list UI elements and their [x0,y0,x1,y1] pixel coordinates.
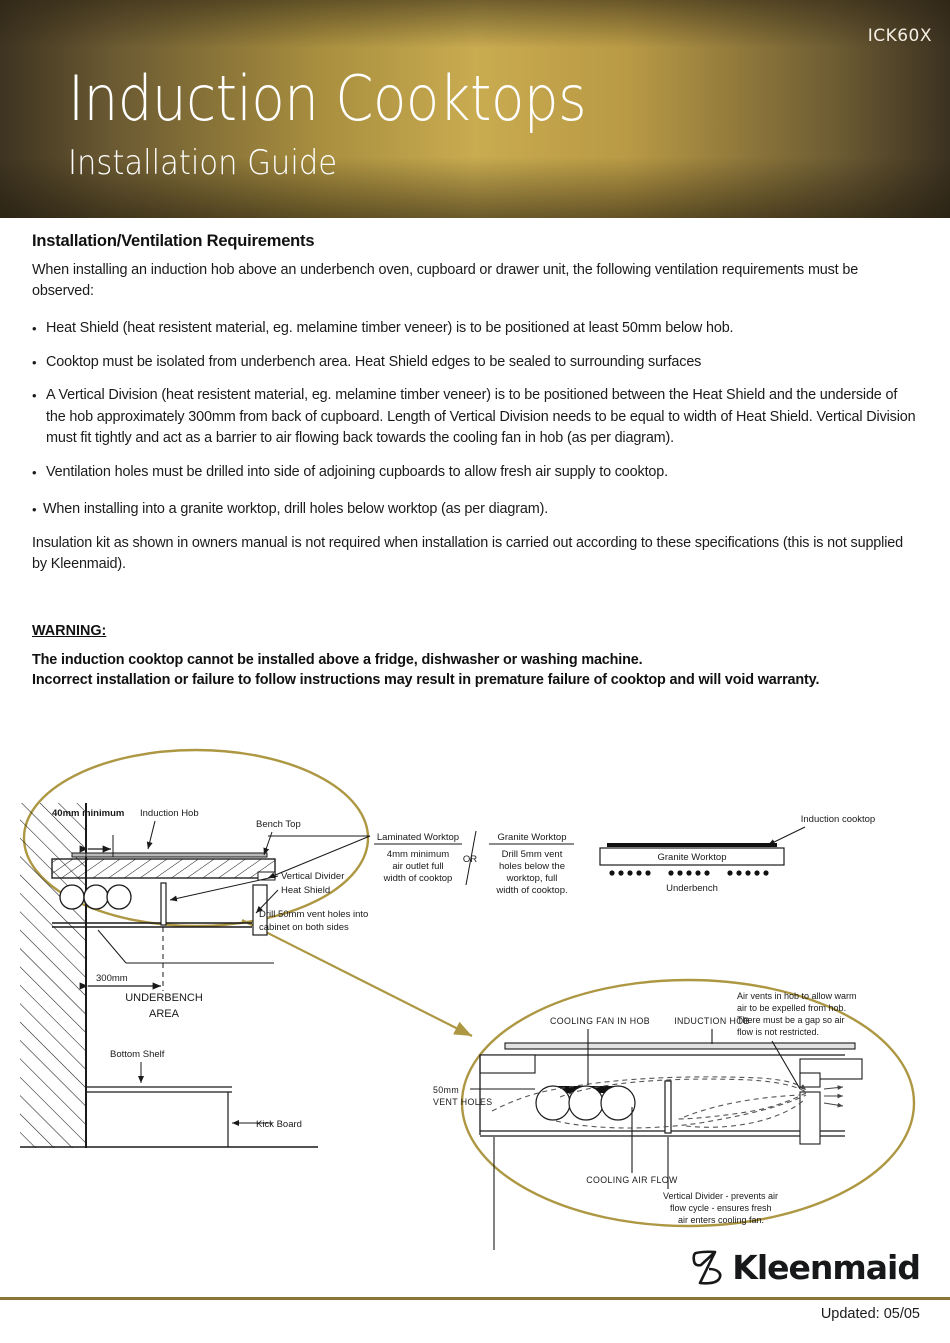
kleenmaid-mark-icon [691,1250,725,1286]
right-vent-lower-box [800,1092,820,1144]
leader-vent-seg-a [98,930,126,963]
hob-top-plate [505,1043,855,1049]
updated-date: Updated: 05/05 [820,1306,920,1322]
list-item: • Ventilation holes must be drilled into side of adjoining cupboards to allow fresh air supply to cooktop. [32,462,920,484]
document-body [32,232,920,690]
granite-line-3: worktop, full [506,873,558,884]
label-heat-shield: Heat Shield [281,885,331,896]
top-left-section-drawing [20,803,368,1148]
intro-paragraph: When installing an induction hob above an underbench oven, cupboard or drawer unit, the following ventilation requirements must be observed: [32,262,859,299]
label-vent-holes-line1: Drill 50mm vent holes into [259,909,369,920]
list-item: • Heat Shield (heat resistent material, eg. melamine timber veneer) is to be positioned at least 50mm below hob. [32,318,920,340]
footer-rule [0,1297,950,1300]
label-bench-top: Bench Top [256,819,301,830]
label-cooling-air-flow: COOLING AIR FLOW [586,1175,678,1185]
exhaust-arrows [824,1087,843,1106]
label-vent-holes-detail: VENT HOLES [433,1097,493,1107]
label-vertical-divider: Vertical Divider [281,871,345,882]
or-separator: OR [462,854,478,865]
cooling-fan-circle [84,885,108,909]
page-header [0,0,950,218]
label-air-vents-2: air to be expelled from hob. [737,1003,847,1013]
cooling-fan-circle [107,885,131,909]
warning-line-2: Incorrect installation or failure to follow instructions may result in premature failure of cooktop and will void warranty. [32,671,820,688]
granite-line-1: Drill 5mm vent [501,849,563,860]
label-50mm: 50mm [433,1085,460,1095]
cooktop-bar [607,843,777,847]
dim-40mm-label: 40mm minimum [52,808,125,819]
zoom-connector-line [242,920,472,1036]
label-air-vents-1: Air vents in hob to allow warm [737,991,857,1001]
list-item: • When installing into a granite worktop, drill holes below worktop (as per diagram). [32,499,920,521]
label-air-vents-3: There must be a gap so air [737,1015,845,1025]
label-underbench-area-line2: AREA [149,1008,179,1020]
laminated-line-3: width of cooktop [383,873,453,884]
cooling-fan-circle [60,885,84,909]
label-divider-note-2: flow cycle - ensures fresh [670,1203,772,1213]
granite-worktop-heading: Granite Worktop [497,832,567,843]
label-induction-cooktop: Induction cooktop [800,814,876,825]
leader-induction-hob [148,821,155,849]
right-vent-small-box [800,1073,820,1087]
label-granite-worktop: Granite Worktop [657,852,727,863]
vent-hole-dots [609,870,768,875]
label-vent-holes-line2: cabinet on both sides [259,922,349,933]
label-bottom-shelf: Bottom Shelf [110,1049,165,1060]
page-subtitle: Installation Guide [68,143,338,183]
granite-line-2: holes below the [498,861,566,872]
laminated-line-2: air outlet full [392,861,444,872]
label-cooling-fan-in-hob: COOLING FAN IN HOB [549,1016,651,1026]
brand-name: Kleenmaid [732,1248,920,1287]
label-induction-hob-detail: INDUCTION HOB [674,1016,750,1026]
requirements-list [32,318,920,521]
label-divider-note-3: air enters cooling fan. [678,1215,765,1225]
dim-300mm-label: 300mm [96,973,128,984]
induction-hob-plate [72,853,267,857]
list-item: • Cooktop must be isolated from underbench area. Heat Shield edges to be sealed to surrounding surfaces [32,352,920,374]
laminated-worktop-heading: Laminated Worktop [376,832,460,843]
installation-diagram-svg [0,745,950,1250]
list-item: • A Vertical Division (heat resistent material, eg. melamine timber veneer) is to be positioned between the Heat Shield and the underside of the hob approximately 300mm from back of cupboard. Length of Vertical Division needs to be equal to width of Heat Shield. Vertical Division must fit tightly and act as a barrier to air flowing back towards the cooling fan in hob (as per diagram). [32,385,920,450]
granite-line-4: width of cooktop. [496,885,568,896]
leader-induction-cooktop [768,827,805,845]
warning-line-1: The induction cooktop cannot be installed above a fridge, dishwasher or washing machine. [32,651,643,668]
label-induction-hob: Induction Hob [140,808,199,819]
fan-circle [601,1086,635,1120]
page-title: Induction Cooktops [68,62,587,135]
fan-circle [536,1086,570,1120]
vertical-divider-shape [161,883,166,925]
vertical-divider-detail [665,1081,671,1133]
label-underbench-area-line1: UNDERBENCH [125,992,203,1004]
closing-paragraph: Insulation kit as shown in owners manual is not required when installation is carried out according to these specifications (this is not supplied by Kleenmaid). [32,534,903,572]
warning-heading: WARNING: [32,622,107,639]
fan-circle [569,1086,603,1120]
label-kick-board: Kick Board [256,1119,302,1130]
leader-bench-top [264,832,272,855]
model-number: ICK60X [867,26,932,46]
diagram-area [0,745,950,1250]
granite-worktop-diagram [600,814,875,894]
label-divider-note-1: Vertical Divider - prevents air [663,1191,779,1201]
bench-top-slab [52,859,275,878]
label-air-vents-4: flow is not restricted. [737,1027,820,1037]
left-cabinet-box [480,1055,535,1073]
label-underbench: Underbench [666,883,718,894]
page-footer [0,1240,950,1343]
laminated-line-1: 4mm minimum [386,849,450,860]
section-title: Installation/Ventilation Requirements [32,232,315,250]
kleenmaid-logo [691,1248,920,1287]
